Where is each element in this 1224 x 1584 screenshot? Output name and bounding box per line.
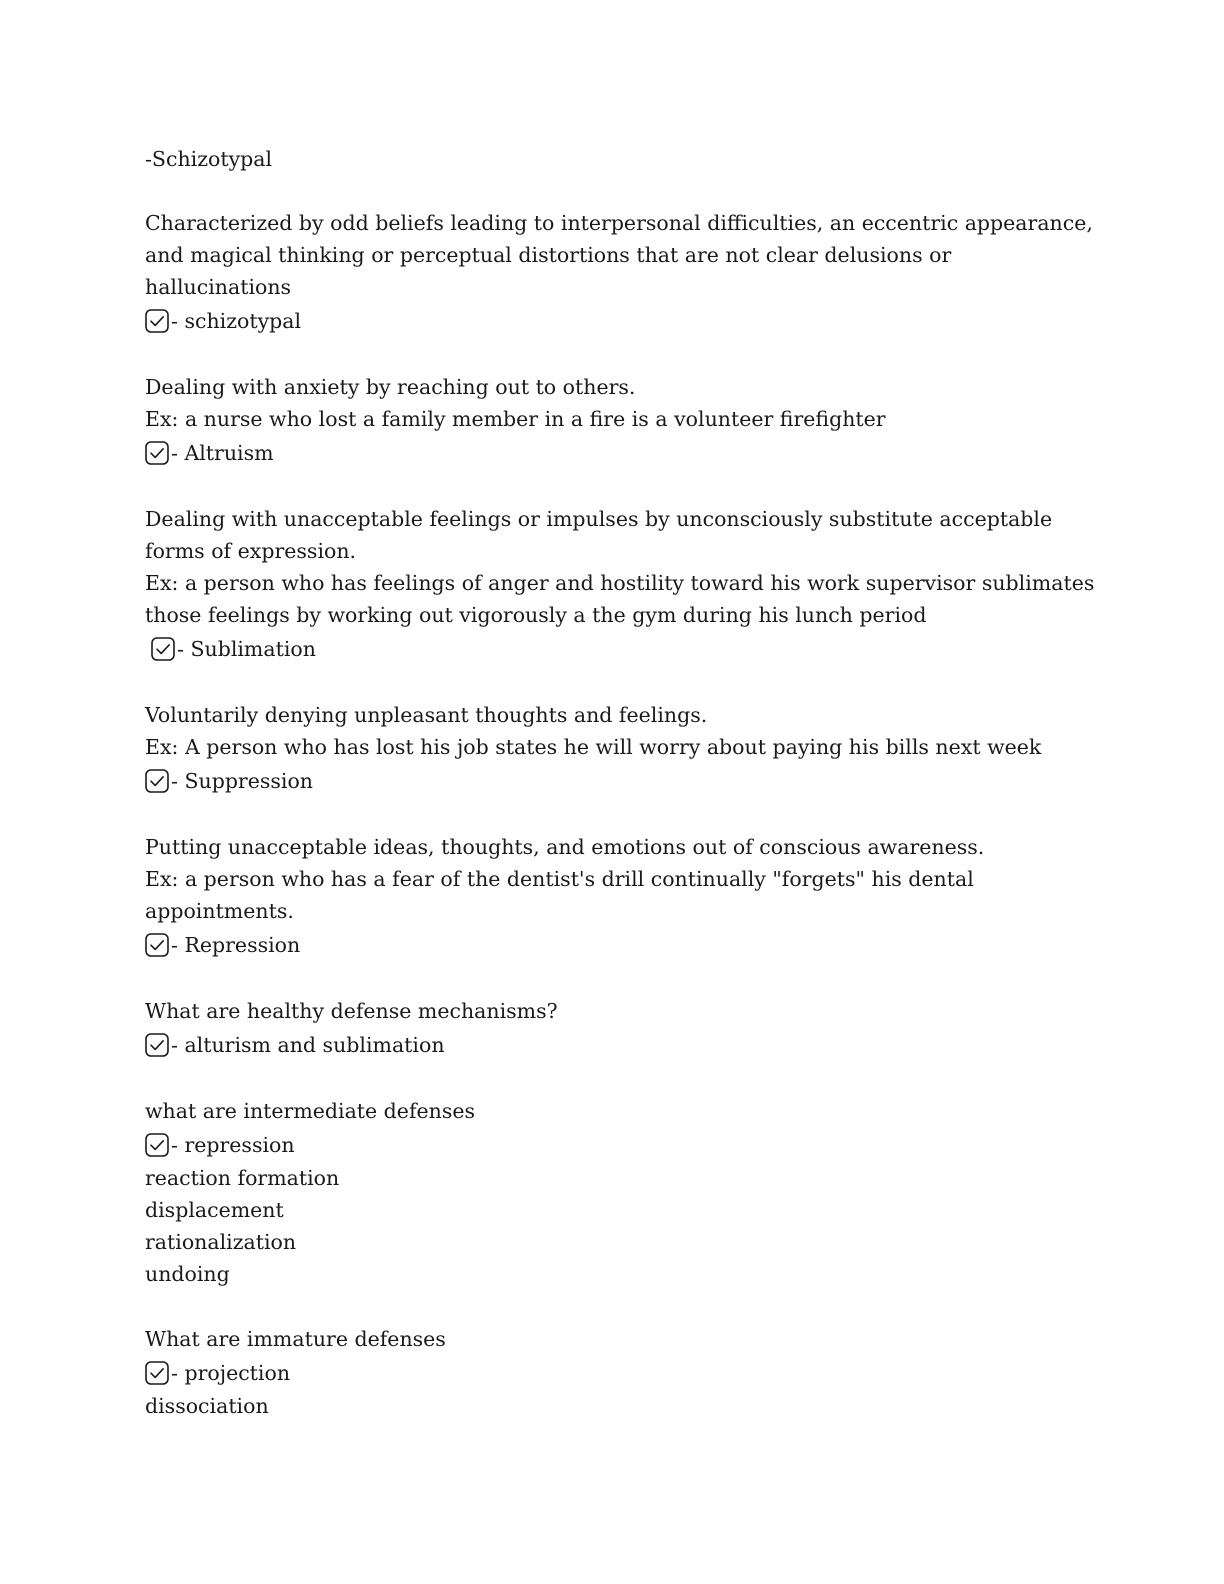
answer-row [145,1127,1085,1162]
prompt-line: What are immature defenses [145,1327,446,1351]
flashcard [145,503,1095,666]
flashcard [145,995,1085,1062]
answer-extra-line: reaction formation [145,1166,340,1190]
answer-text: - Altruism [171,440,274,465]
answer-row [145,1027,1085,1062]
answer-extra-line: undoing [145,1262,230,1286]
prompt-line: forms of expression. [145,539,357,563]
answer-row [145,763,1085,798]
prompt-line: Ex: a person who has feelings of anger and hostility toward his work supervisor sublimates [145,571,1095,595]
answer-text: - Suppression [171,768,314,793]
answer-row [145,435,1085,470]
section-heading: -Schizotypal [145,147,273,171]
answer-extra-line: dissociation [145,1394,269,1418]
checkbox-checked-icon [145,1361,169,1385]
prompt-line: Putting unacceptable ideas, thoughts, and emotions out of conscious awareness. [145,835,985,859]
flashcard [145,371,1085,470]
flashcard [145,1323,1085,1422]
checkbox-checked-icon [145,441,169,465]
checkbox-checked-icon [145,1133,169,1157]
answer-text: - schizotypal [171,308,302,333]
flashcard [145,207,1093,338]
checkbox-checked-icon [145,769,169,793]
prompt-line: Dealing with anxiety by reaching out to others. [145,375,636,399]
checkbox-checked-icon [145,933,169,957]
prompt-line: What are healthy defense mechanisms? [145,999,558,1023]
answer-text: - repression [171,1132,295,1157]
prompt-line: Dealing with unacceptable feelings or impulses by unconsciously substitute acceptable [145,507,1053,531]
flashcard-document [145,143,1095,1455]
answer-text: - alturism and sublimation [171,1032,445,1057]
prompt-line: what are intermediate defenses [145,1099,476,1123]
checkbox-checked-icon [145,1033,169,1057]
answer-row [145,927,1085,962]
answer-extra-line: displacement [145,1198,284,1222]
answer-text: - projection [171,1360,291,1385]
prompt-line: Ex: a nurse who lost a family member in a fire is a volunteer firefighter [145,407,886,431]
answer-row [145,631,1085,666]
prompt-line: hallucinations [145,275,292,299]
prompt-line: Ex: A person who has lost his job states he will worry about paying his bills next week [145,735,1042,759]
flashcard [145,1095,1085,1290]
prompt-line: appointments. [145,899,294,923]
prompt-line: those feelings by working out vigorously a the gym during his lunch period [145,603,927,627]
answer-row [145,303,1085,338]
checkbox-checked-icon [151,637,175,661]
answer-row [145,1355,1085,1390]
flashcard [145,699,1085,798]
prompt-line: Ex: a person who has a fear of the dentist's drill continually "forgets" his dental [145,867,974,891]
answer-extra-line: rationalization [145,1230,297,1254]
answer-text: - Sublimation [177,636,316,661]
checkbox-checked-icon [145,309,169,333]
prompt-line: Characterized by odd beliefs leading to interpersonal difficulties, an eccentric appearance, [145,211,1093,235]
prompt-line: and magical thinking or perceptual distortions that are not clear delusions or [145,243,952,267]
flashcard [145,831,1085,962]
answer-text: - Repression [171,932,301,957]
prompt-line: Voluntarily denying unpleasant thoughts and feelings. [145,703,708,727]
